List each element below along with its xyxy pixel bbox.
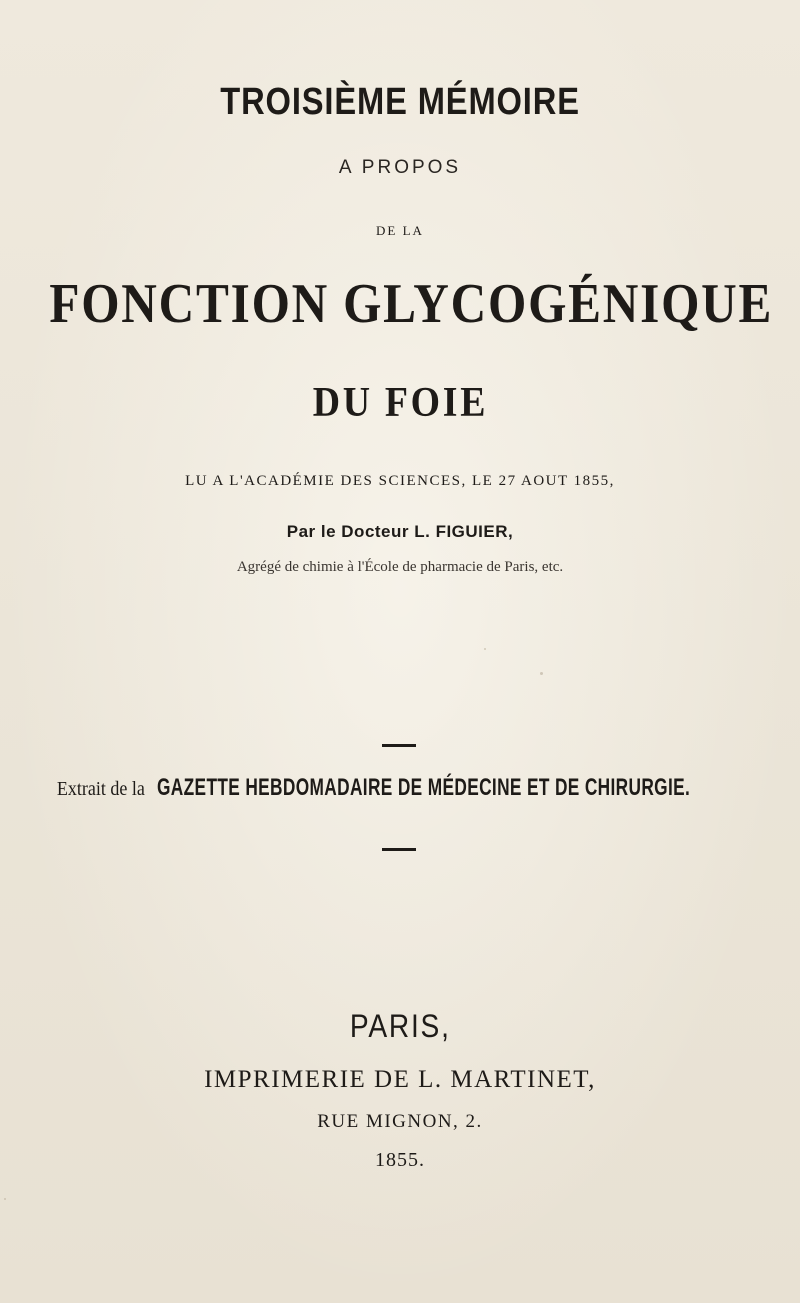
main-title (0, 273, 800, 335)
heading (0, 82, 800, 121)
city (0, 1010, 800, 1042)
extract-source: GAZETTE HEBDOMADAIRE DE MÉDECINE ET DE CHIRURGIE. (156, 774, 690, 801)
extract-line (0, 776, 800, 800)
main-title-suffix (0, 382, 800, 424)
extract-prefix: Extrait de la (56, 778, 145, 800)
author-line: Par le Docteur L. FIGUIER, (286, 522, 514, 541)
paper-speck (484, 648, 486, 650)
author-title: Agrégé de chimie à l'École de pharmacie de Paris, etc. (236, 559, 564, 575)
main-title-suffix-text: DU FOIE (312, 380, 488, 426)
city-text: PARIS, (349, 1008, 451, 1044)
divider-top (382, 744, 416, 747)
main-title-text: FONCTION GLYCOGÉNIQUE (49, 273, 774, 335)
paper-speck (4, 1198, 6, 1200)
subheading: A PROPOS (338, 157, 462, 178)
address: RUE MIGNON, 2. (317, 1111, 483, 1132)
connector-text: DE LA (376, 223, 424, 238)
publication-year: 1855. (375, 1149, 425, 1171)
reading-note: LU A L'ACADÉMIE DES SCIENCES, LE 27 AOUT 1855, (185, 473, 615, 489)
printer: IMPRIMERIE DE L. MARTINET, (204, 1066, 596, 1093)
heading-text: TROISIÈME MÉMOIRE (220, 81, 580, 123)
divider-bottom (382, 848, 416, 851)
paper-speck (540, 672, 543, 675)
